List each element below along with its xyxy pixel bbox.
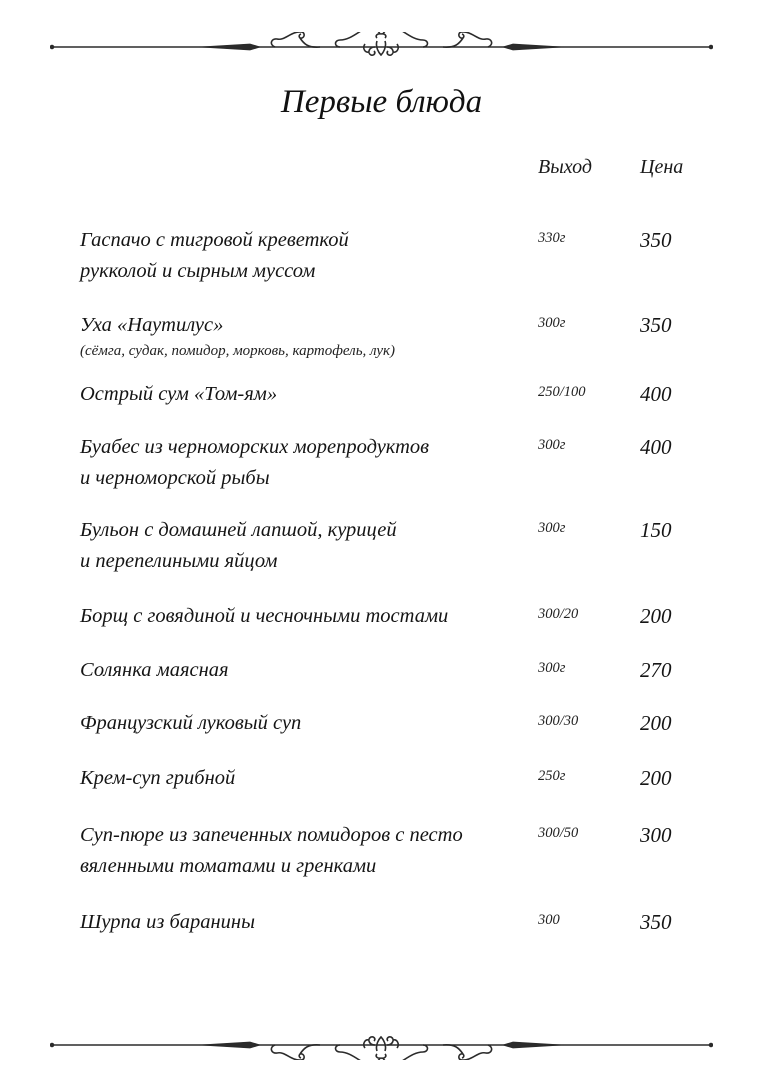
item-price: 150 bbox=[640, 518, 672, 542]
item-price: 270 bbox=[640, 658, 672, 682]
item-name: Гаспачо с тигровой креветкой рукколой и сырным муссом bbox=[80, 229, 349, 282]
item-yield: 300/50 bbox=[538, 825, 579, 841]
column-header-price: Цена bbox=[640, 156, 684, 178]
item-name: Шурпа из баранины bbox=[80, 911, 255, 933]
item-name: Буабес из черноморских морепродуктов и черноморской рыбы bbox=[80, 436, 430, 489]
item-price: 300 bbox=[640, 823, 672, 847]
item-yield: 300г bbox=[538, 437, 566, 453]
item-yield: 300г bbox=[538, 660, 566, 676]
item-price: 350 bbox=[640, 313, 672, 337]
column-header-yield: Выход bbox=[538, 156, 592, 178]
item-yield: 300г bbox=[538, 520, 566, 536]
item-name: Бульон с домашней лапшой, курицей и перепелиными яйцом bbox=[80, 519, 397, 572]
item-name: Французский луковый суп bbox=[80, 712, 302, 734]
item-name: Острый сум «Том-ям» bbox=[80, 383, 278, 405]
item-price: 200 bbox=[640, 711, 672, 735]
item-price: 350 bbox=[640, 228, 672, 252]
item-name: Уха «Наутилус» (сёмга, судак, помидор, морковь, картофель, лук) bbox=[80, 310, 530, 361]
item-yield: 300/30 bbox=[538, 713, 579, 729]
item-yield: 250г bbox=[538, 768, 566, 784]
item-yield: 300/20 bbox=[538, 606, 579, 622]
flourish-divider-icon bbox=[50, 1030, 713, 1060]
item-price: 400 bbox=[640, 435, 672, 459]
item-price: 200 bbox=[640, 604, 672, 628]
item-yield: 300г bbox=[538, 315, 566, 331]
top-ornament-divider bbox=[50, 32, 713, 62]
item-ingredients-note: (сёмга, судак, помидор, морковь, картофель, лук) bbox=[80, 343, 396, 359]
item-price: 350 bbox=[640, 910, 672, 934]
bottom-ornament-divider bbox=[50, 1030, 713, 1060]
item-price: 400 bbox=[640, 382, 672, 406]
item-name: Крем-суп грибной bbox=[80, 767, 236, 789]
item-yield: 250/100 bbox=[538, 384, 586, 400]
item-price: 200 bbox=[640, 766, 672, 790]
item-name: Суп-пюре из запеченных помидоров с песто вяленными томатами и гренками bbox=[80, 824, 463, 877]
item-yield: 330г bbox=[538, 230, 566, 246]
page-title: Первые блюда bbox=[280, 84, 483, 120]
item-yield: 300 bbox=[538, 912, 560, 928]
item-name: Борщ с говядиной и чесночными тостами bbox=[80, 605, 449, 627]
flourish-divider-icon bbox=[50, 32, 713, 62]
item-name: Солянка маясная bbox=[80, 659, 229, 681]
